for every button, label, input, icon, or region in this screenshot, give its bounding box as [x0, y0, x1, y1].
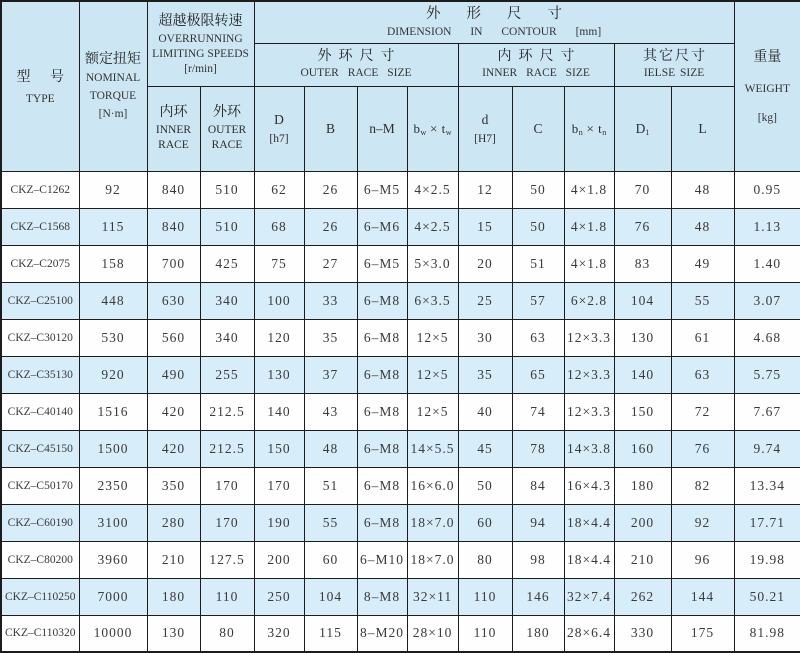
- value-cell: 65: [512, 356, 564, 393]
- value-cell: 180: [147, 578, 200, 615]
- value-cell: 530: [79, 319, 147, 356]
- col-header-L: L: [671, 86, 734, 171]
- value-cell: 18×4.4: [564, 541, 614, 578]
- table-row: [1, 282, 800, 319]
- value-cell: 68: [254, 208, 304, 245]
- value-cell: 200: [254, 541, 304, 578]
- value-cell: 37: [304, 356, 357, 393]
- value-cell: 115: [79, 208, 147, 245]
- col-header-torque: 额定扭矩 NOMINAL TORQUE [N·m]: [79, 1, 147, 171]
- value-cell: 7.67: [734, 393, 800, 430]
- value-cell: 60: [458, 504, 512, 541]
- value-cell: 255: [200, 356, 254, 393]
- table-header: [1, 1, 800, 171]
- value-cell: 0.95: [734, 171, 800, 208]
- value-cell: 81.98: [734, 615, 800, 652]
- value-cell: 6–M8: [357, 356, 407, 393]
- value-cell: 8–M8: [357, 578, 407, 615]
- value-cell: 50: [458, 467, 512, 504]
- value-cell: 4×1.8: [564, 208, 614, 245]
- value-cell: 12×3.3: [564, 356, 614, 393]
- value-cell: 80: [200, 615, 254, 652]
- value-cell: 96: [671, 541, 734, 578]
- value-cell: 144: [671, 578, 734, 615]
- value-cell: 100: [254, 282, 304, 319]
- table-row: [1, 504, 800, 541]
- value-cell: 6–M8: [357, 430, 407, 467]
- value-cell: 280: [147, 504, 200, 541]
- value-cell: 94: [512, 504, 564, 541]
- type-cell: CKZ–C60190: [1, 504, 79, 541]
- value-cell: 19.98: [734, 541, 800, 578]
- value-cell: 14×3.8: [564, 430, 614, 467]
- value-cell: 340: [200, 282, 254, 319]
- type-cell: CKZ–C110250: [1, 578, 79, 615]
- value-cell: 6–M8: [357, 282, 407, 319]
- value-cell: 50: [512, 208, 564, 245]
- value-cell: 425: [200, 245, 254, 282]
- value-cell: 130: [254, 356, 304, 393]
- value-cell: 51: [512, 245, 564, 282]
- value-cell: 25: [458, 282, 512, 319]
- table-row: [1, 208, 800, 245]
- type-cell: CKZ–C25100: [1, 282, 79, 319]
- value-cell: 12×3.3: [564, 319, 614, 356]
- value-cell: 130: [147, 615, 200, 652]
- value-cell: 9.74: [734, 430, 800, 467]
- value-cell: 250: [254, 578, 304, 615]
- value-cell: 200: [614, 504, 671, 541]
- value-cell: 212.5: [200, 393, 254, 430]
- value-cell: 2350: [79, 467, 147, 504]
- value-cell: 51: [304, 467, 357, 504]
- col-header-type: [1, 1, 79, 171]
- value-cell: 210: [147, 541, 200, 578]
- value-cell: 3100: [79, 504, 147, 541]
- value-cell: 330: [614, 615, 671, 652]
- value-cell: 8–M20: [357, 615, 407, 652]
- table-row: [1, 578, 800, 615]
- col-header-bntn: $b_n \times t_n$: [564, 86, 614, 171]
- value-cell: 28×10: [407, 615, 458, 652]
- value-cell: 6–M10: [357, 541, 407, 578]
- value-cell: 3.07: [734, 282, 800, 319]
- value-cell: 70: [614, 171, 671, 208]
- value-cell: 840: [147, 208, 200, 245]
- col-header-type-en: TYPE: [25, 93, 55, 106]
- value-cell: 26: [304, 171, 357, 208]
- col-header-type-zh: 型 号: [16, 70, 72, 86]
- value-cell: 18×7.0: [407, 541, 458, 578]
- value-cell: 27: [304, 245, 357, 282]
- col-header-weight-unit: [kg]: [757, 111, 777, 124]
- value-cell: 75: [254, 245, 304, 282]
- value-cell: 92: [671, 504, 734, 541]
- value-cell: 12×5: [407, 319, 458, 356]
- table-row: [1, 393, 800, 430]
- value-cell: 78: [512, 430, 564, 467]
- value-cell: 60: [304, 541, 357, 578]
- value-cell: 32×7.4: [564, 578, 614, 615]
- value-cell: 4×1.8: [564, 245, 614, 282]
- value-cell: 700: [147, 245, 200, 282]
- type-cell: CKZ–C40140: [1, 393, 79, 430]
- type-cell: CKZ–C80200: [1, 541, 79, 578]
- value-cell: 12×5: [407, 356, 458, 393]
- value-cell: 212.5: [200, 430, 254, 467]
- value-cell: 560: [147, 319, 200, 356]
- value-cell: 4×2.5: [407, 208, 458, 245]
- col-header-weight-zh: 重量: [753, 50, 782, 65]
- col-header-d: d [H7]: [458, 86, 512, 171]
- col-header-bwtw: $b_w \times t_w$: [407, 86, 458, 171]
- value-cell: 6–M5: [357, 245, 407, 282]
- value-cell: 175: [671, 615, 734, 652]
- value-cell: 5×3.0: [407, 245, 458, 282]
- value-cell: 110: [458, 615, 512, 652]
- group-header-outer-race: 外环尺寸 OUTER RACE SIZE: [254, 43, 458, 86]
- group-header-inner-race: 内环尺寸 INNER RACE SIZE: [458, 43, 614, 86]
- value-cell: 350: [147, 467, 200, 504]
- value-cell: 33: [304, 282, 357, 319]
- value-cell: 104: [304, 578, 357, 615]
- col-header-speed-outer: 外环 OUTER RACE: [200, 86, 254, 171]
- value-cell: 35: [458, 356, 512, 393]
- value-cell: 490: [147, 356, 200, 393]
- value-cell: 6–M8: [357, 504, 407, 541]
- value-cell: 180: [512, 615, 564, 652]
- col-header-D1: $D_1$: [614, 86, 671, 171]
- value-cell: 170: [200, 467, 254, 504]
- value-cell: 4×1.8: [564, 171, 614, 208]
- value-cell: 16×6.0: [407, 467, 458, 504]
- type-cell: CKZ–C35130: [1, 356, 79, 393]
- value-cell: 110: [200, 578, 254, 615]
- value-cell: 13.34: [734, 467, 800, 504]
- value-cell: 130: [614, 319, 671, 356]
- value-cell: 84: [512, 467, 564, 504]
- value-cell: 630: [147, 282, 200, 319]
- value-cell: 6×2.8: [564, 282, 614, 319]
- value-cell: 1.13: [734, 208, 800, 245]
- col-header-B: B: [304, 86, 357, 171]
- value-cell: 3960: [79, 541, 147, 578]
- value-cell: 840: [147, 171, 200, 208]
- table-row: [1, 245, 800, 282]
- type-cell: CKZ–C50170: [1, 467, 79, 504]
- value-cell: 18×7.0: [407, 504, 458, 541]
- col-header-torque-zh: 额定扭矩: [85, 51, 141, 67]
- value-cell: 35: [304, 319, 357, 356]
- value-cell: 76: [614, 208, 671, 245]
- type-cell: CKZ–C1568: [1, 208, 79, 245]
- value-cell: 5.75: [734, 356, 800, 393]
- value-cell: 110: [458, 578, 512, 615]
- col-header-weight: [734, 1, 800, 171]
- value-cell: 30: [458, 319, 512, 356]
- value-cell: 420: [147, 430, 200, 467]
- value-cell: 320: [254, 615, 304, 652]
- value-cell: 72: [671, 393, 734, 430]
- value-cell: 61: [671, 319, 734, 356]
- value-cell: 1516: [79, 393, 147, 430]
- value-cell: 210: [614, 541, 671, 578]
- table-row: [1, 319, 800, 356]
- value-cell: 80: [458, 541, 512, 578]
- value-cell: 48: [304, 430, 357, 467]
- col-header-C: C: [512, 86, 564, 171]
- value-cell: 1500: [79, 430, 147, 467]
- value-cell: 7000: [79, 578, 147, 615]
- value-cell: 48: [671, 208, 734, 245]
- value-cell: 262: [614, 578, 671, 615]
- value-cell: 20: [458, 245, 512, 282]
- col-header-speed-inner: 内环 INNER RACE: [147, 86, 200, 171]
- col-header-dimension-en: DIMENSION IN CONTOUR [mm]: [386, 25, 602, 38]
- value-cell: 6–M8: [357, 393, 407, 430]
- value-cell: 82: [671, 467, 734, 504]
- value-cell: 63: [671, 356, 734, 393]
- value-cell: 448: [79, 282, 147, 319]
- value-cell: 140: [254, 393, 304, 430]
- value-cell: 10000: [79, 615, 147, 652]
- col-header-nM: n–M: [357, 86, 407, 171]
- value-cell: 18×4.4: [564, 504, 614, 541]
- type-cell: CKZ–C45150: [1, 430, 79, 467]
- value-cell: 340: [200, 319, 254, 356]
- value-cell: 32×11: [407, 578, 458, 615]
- type-cell: CKZ–C30120: [1, 319, 79, 356]
- value-cell: 48: [671, 171, 734, 208]
- col-header-dimension-zh: 外形尺寸: [426, 5, 589, 22]
- col-header-speeds-zh: 超越极限转速: [158, 13, 243, 29]
- value-cell: 57: [512, 282, 564, 319]
- col-header-weight-en: WEIGHT: [744, 83, 790, 95]
- value-cell: 6–M8: [357, 319, 407, 356]
- table-row: [1, 467, 800, 504]
- value-cell: 45: [458, 430, 512, 467]
- value-cell: 6–M8: [357, 467, 407, 504]
- value-cell: 6–M5: [357, 171, 407, 208]
- value-cell: 55: [671, 282, 734, 319]
- value-cell: 160: [614, 430, 671, 467]
- value-cell: 12×3.3: [564, 393, 614, 430]
- table-row: [1, 541, 800, 578]
- table-row: [1, 615, 800, 652]
- value-cell: 115: [304, 615, 357, 652]
- value-cell: 170: [200, 504, 254, 541]
- value-cell: 420: [147, 393, 200, 430]
- value-cell: 510: [200, 171, 254, 208]
- value-cell: 40: [458, 393, 512, 430]
- value-cell: 92: [79, 171, 147, 208]
- value-cell: 158: [79, 245, 147, 282]
- type-cell: CKZ–C110320: [1, 615, 79, 652]
- value-cell: 920: [79, 356, 147, 393]
- value-cell: 140: [614, 356, 671, 393]
- value-cell: 120: [254, 319, 304, 356]
- value-cell: 63: [512, 319, 564, 356]
- value-cell: 104: [614, 282, 671, 319]
- value-cell: 4.68: [734, 319, 800, 356]
- table-body: [1, 171, 800, 652]
- value-cell: 50.21: [734, 578, 800, 615]
- value-cell: 16×4.3: [564, 467, 614, 504]
- value-cell: 12: [458, 171, 512, 208]
- value-cell: 150: [614, 393, 671, 430]
- value-cell: 127.5: [200, 541, 254, 578]
- value-cell: 43: [304, 393, 357, 430]
- table-row: [1, 356, 800, 393]
- value-cell: 76: [671, 430, 734, 467]
- value-cell: 50: [512, 171, 564, 208]
- value-cell: 26: [304, 208, 357, 245]
- type-cell: CKZ–C1262: [1, 171, 79, 208]
- value-cell: 28×6.4: [564, 615, 614, 652]
- col-header-speeds: 超越极限转速 OVERRUNNING LIMITING SPEEDS [r/min]: [147, 1, 254, 86]
- value-cell: 49: [671, 245, 734, 282]
- value-cell: 146: [512, 578, 564, 615]
- group-header-else-size: 其它尺寸 IELSE SIZE: [614, 43, 734, 86]
- value-cell: 74: [512, 393, 564, 430]
- value-cell: 6×3.5: [407, 282, 458, 319]
- value-cell: 6–M6: [357, 208, 407, 245]
- value-cell: 4×2.5: [407, 171, 458, 208]
- value-cell: 1.40: [734, 245, 800, 282]
- col-header-D: D [h7]: [254, 86, 304, 171]
- value-cell: 14×5.5: [407, 430, 458, 467]
- type-cell: CKZ–C2075: [1, 245, 79, 282]
- value-cell: 55: [304, 504, 357, 541]
- table-row: [1, 171, 800, 208]
- value-cell: 98: [512, 541, 564, 578]
- value-cell: 170: [254, 467, 304, 504]
- value-cell: 83: [614, 245, 671, 282]
- col-header-dimension: [254, 1, 734, 43]
- value-cell: 62: [254, 171, 304, 208]
- value-cell: 150: [254, 430, 304, 467]
- value-cell: 12×5: [407, 393, 458, 430]
- value-cell: 15: [458, 208, 512, 245]
- value-cell: 190: [254, 504, 304, 541]
- value-cell: 17.71: [734, 504, 800, 541]
- value-cell: 510: [200, 208, 254, 245]
- table-row: [1, 430, 800, 467]
- value-cell: 180: [614, 467, 671, 504]
